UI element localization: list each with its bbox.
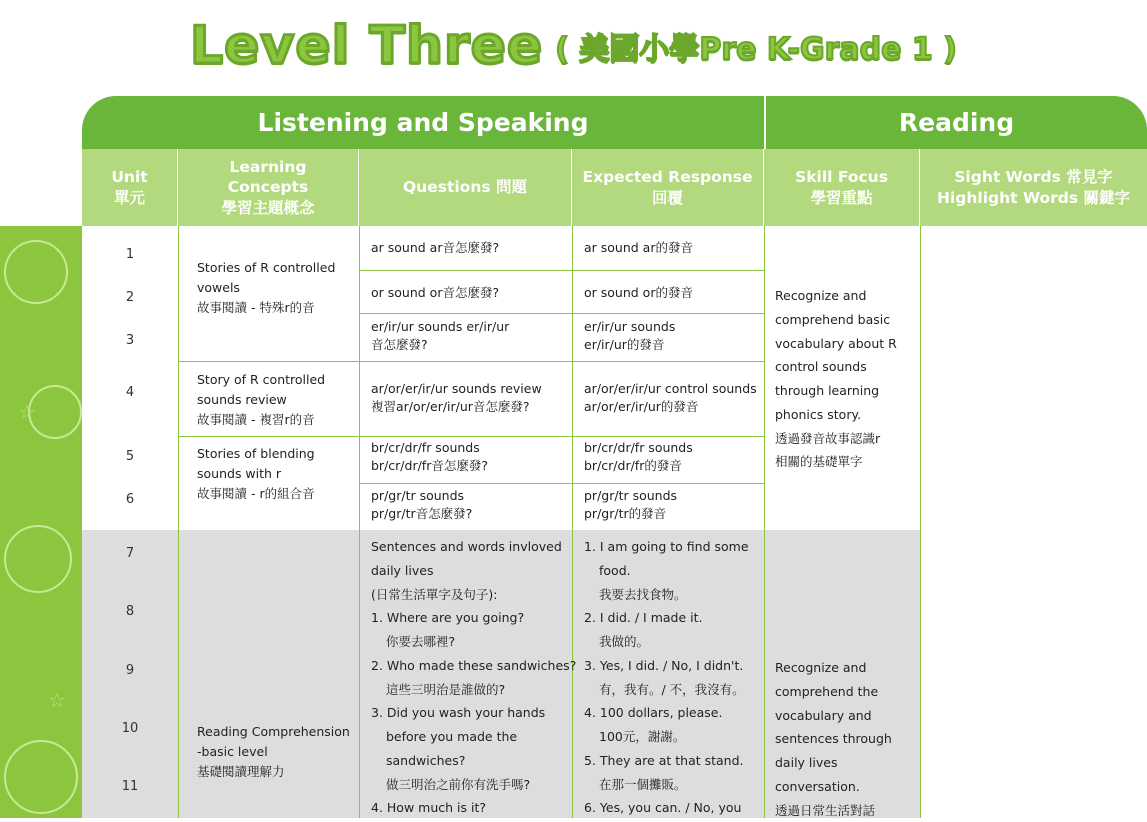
- unit-number: 5: [125, 449, 135, 464]
- unit-number: 3: [125, 333, 135, 348]
- header-reading: Reading: [766, 96, 1147, 149]
- column-expected-response: Expected Response 回覆: [572, 149, 764, 226]
- response-row: ar sound ar的發音: [584, 240, 693, 255]
- question-row: pr/gr/tr sounds pr/gr/tr音怎麼發?: [371, 488, 473, 522]
- kid-face-icon: [4, 525, 72, 593]
- unit-number: 8: [125, 604, 135, 619]
- grid-line: [359, 270, 764, 271]
- concept-r-controlled-vowels: Stories of R controlled vowels 故事閱讀 - 特殊r的音: [197, 260, 336, 315]
- concept-blending-sounds: Stories of blending sounds with r 故事閱讀 - r的組合音: [197, 446, 315, 501]
- column-learning-concepts: Learning Concepts 學習主題概念: [178, 149, 359, 226]
- grid-line: [178, 436, 764, 437]
- kid-face-icon: [4, 240, 68, 304]
- unit-number: 2: [125, 290, 135, 305]
- question-row: br/cr/dr/fr sounds br/cr/dr/fr音怎麼發?: [371, 440, 488, 474]
- grid-line: [359, 226, 360, 818]
- unit-number: 9: [125, 663, 135, 678]
- grid-line: [359, 483, 764, 484]
- title-sub: ( 美國小學Pre K-Grade 1 ): [555, 32, 957, 67]
- grid-line: [920, 226, 921, 818]
- column-questions: Questions 問題: [359, 149, 572, 226]
- title-main: Level Three: [190, 16, 544, 76]
- kid-face-icon: [28, 385, 82, 439]
- response-row: er/ir/ur sounds er/ir/ur的發音: [584, 319, 676, 353]
- question-row: ar sound ar音怎麼發?: [371, 240, 500, 255]
- response-row: or sound or的發音: [584, 285, 693, 300]
- skill-focus-daily-lives: Recognize and comprehend the vocabulary and sentences through daily lives conversation. 透過日常生活對話: [775, 660, 892, 818]
- unit-number: 7: [125, 546, 135, 561]
- grid-line: [178, 226, 179, 818]
- column-skill-focus: Skill Focus 學習重點: [764, 149, 920, 226]
- unit-number: 1: [125, 247, 135, 262]
- concept-reading-comprehension: Reading Comprehension -basic level 基礎閱讀理解力: [197, 724, 350, 779]
- kid-face-icon: [4, 740, 78, 814]
- concept-r-controlled-review: Story of R controlled sounds review 故事閱讀 - 複習r的音: [197, 372, 326, 427]
- question-daily-lives: Sentences and words invloved daily lives (日常生活單字及句子): 1. Where are you going? 你要去哪裡? 2. Who made these sandwiches? 這些三明治是誰做的? 3. Did you wash your hands before you made the sandwiches? 做三明治之前你有洗手嗎? 4. How much is it?: [371, 539, 577, 816]
- sight-words-column: [920, 226, 1147, 818]
- question-row: or sound or音怎麼發?: [371, 285, 500, 300]
- question-row: ar/or/er/ir/ur sounds review 複習ar/or/er/ir/ur音怎麼發?: [371, 381, 542, 415]
- question-row: er/ir/ur sounds er/ir/ur 音怎麼發?: [371, 319, 510, 353]
- grid-line: [178, 361, 764, 362]
- response-daily-lives: 1. I am going to find some food. 我要去找食物。 2. I did. / I made it. 我做的。 3. Yes, I did. / No, I didn't. 有，我有。/ 不，我沒有。 4. 100 dollars, please. 100元，謝謝。 5. They are at that stand. 在那一個攤販。 6. Yes, you can. / No, you: [584, 539, 749, 816]
- response-row: ar/or/er/ir/ur control sounds ar/or/er/ir/ur的發音: [584, 381, 757, 415]
- skill-focus-phonics: Recognize and comprehend basic vocabulary about R control sounds through learning phonics story. 透過發音故事認識r 相關的基礎單字: [775, 288, 897, 470]
- header-divider: [764, 96, 766, 149]
- star-icon: ☆: [48, 688, 66, 712]
- header-listening-speaking: Listening and Speaking: [82, 96, 764, 149]
- response-row: pr/gr/tr sounds pr/gr/tr的發音: [584, 488, 678, 522]
- column-unit: Unit 單元: [82, 149, 178, 226]
- decorative-strip: [0, 226, 82, 818]
- unit-number: 11: [121, 779, 139, 794]
- unit-number: 6: [125, 492, 135, 507]
- unit-number: 4: [125, 385, 135, 400]
- page-title: [0, 6, 1147, 86]
- unit-number: 10: [121, 721, 139, 736]
- column-sight-words: Sight Words 常見字 Highlight Words 關鍵字: [920, 149, 1147, 226]
- star-icon: ☆: [18, 400, 36, 424]
- grid-line: [764, 226, 765, 818]
- response-row: br/cr/dr/fr sounds br/cr/dr/fr的發音: [584, 440, 693, 474]
- grid-line: [359, 313, 764, 314]
